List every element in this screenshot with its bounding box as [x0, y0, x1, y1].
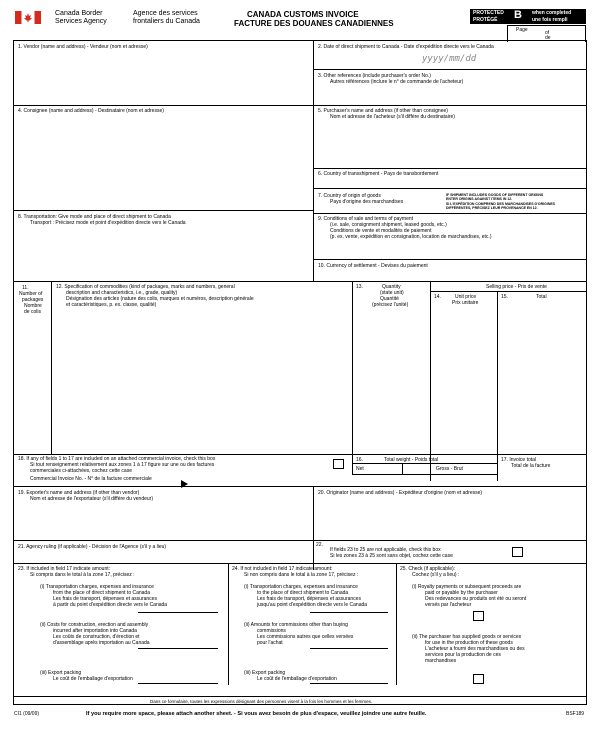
field-11-label-5: de colis — [24, 309, 41, 315]
field-25-ii-3: L'acheteur a fourni des marchandises ou des — [425, 646, 525, 652]
field-11-label-4: Nombre — [24, 303, 42, 309]
field-24-ii-4: pour l'achat — [257, 640, 283, 646]
field-13-label-3: (state unit) — [380, 290, 404, 296]
field-25-ii-1: (ii) The purchaser has supplied goods or services — [412, 634, 522, 640]
field-24-i-2: to the place of direct shipment to Canada — [257, 590, 349, 596]
field-22-checkbox[interactable] — [512, 547, 523, 557]
field-9-conditions-line1: 9. Conditions of sale and terms of payment — [318, 216, 414, 222]
field-24-i-line[interactable] — [310, 612, 388, 613]
agency-en-line1: Canada Border — [55, 10, 103, 17]
protected-note-en: when completed — [532, 10, 572, 16]
page-label: Page — [516, 27, 528, 33]
field-7-note-4: DIFFÉRENTES, PRÉCISEZ LEUR PROVENANCE EN 12. — [446, 206, 538, 210]
agency-fr-line1: Agence des services — [133, 10, 198, 17]
field-4-consignee-input[interactable] — [15, 116, 311, 208]
field-13-label-4: Quantité — [380, 296, 399, 302]
de-label: de — [545, 35, 551, 41]
field-24-ii-line[interactable] — [310, 648, 388, 649]
field-8-transport-label-en: 8. Transportation: Give mode and place of direct shipment to Canada — [18, 214, 171, 220]
field-22-label-1: 22. — [316, 542, 323, 548]
field-7-note-1: IF SHIPMENT INCLUDES GOODS OF DIFFERENT ORIGINS — [446, 193, 544, 197]
field-2-date-input[interactable]: yyyy/mm/dd — [422, 54, 477, 64]
field-21-label: 21. Agency ruling (if applicable) - Décision de l'Agence (s'il y a lieu) — [18, 544, 167, 550]
field-20-originator-input[interactable] — [315, 498, 585, 538]
field-23-ii-2: incurred after importation into Canada — [53, 628, 137, 634]
field-25-i-1: (i) Royalty payments or subsequent proceeds are — [412, 584, 522, 590]
field-23-i-4: à partir du point d'expédition directe vers le Canada — [53, 602, 168, 608]
field-18-label-2: Si tout renseignement relativement aux zones 1 à 17 figure sur une ou des factures — [30, 462, 215, 468]
field-23-ii-1: (ii) Costs for construction, erection and assembly — [40, 622, 149, 628]
field-12-label-1: 12. Specification of commodities (kind of packages, marks and numbers, general — [56, 284, 235, 290]
field-24-i-3: Les frais de transport, dépenses et assurances — [257, 596, 361, 602]
field-25-label-1: 25. Check (if applicable): — [400, 566, 456, 572]
bsf-code: BSF189 — [566, 711, 585, 717]
field-25-i-checkbox[interactable] — [473, 611, 484, 621]
field-17-label-2: Total de la facture — [511, 463, 551, 469]
protected-note-fr: une fois rempli — [532, 17, 568, 23]
field-19-label-fr: Nom et adresse de l'exportateur (s'il diffère du vendeur) — [30, 496, 153, 502]
field-25-ii-4: services pour la production de ces — [425, 652, 501, 658]
field-19-exporter-input[interactable] — [15, 503, 311, 538]
field-24-ii-2: commissions — [257, 628, 286, 634]
field-1-vendor-input[interactable] — [15, 52, 311, 104]
field-24-iii-line[interactable] — [310, 683, 388, 684]
title-fr: FACTURE DES DOUANES CANADIENNES — [234, 19, 394, 28]
field-23-iii-line[interactable] — [138, 683, 218, 684]
field-11-label-3: packages — [22, 297, 44, 303]
field-11-label-1: 11. — [22, 285, 29, 291]
field-23-label-1: 23. If included in field 17 indicate amount: — [18, 566, 111, 572]
field-8-transport-input[interactable] — [15, 228, 311, 280]
field-9-conditions-line2: (i.e. sale, consignment shipment, leased goods, etc.) — [330, 222, 447, 228]
field-7-note-3: SI L'EXPÉDITION COMPREND DES MARCHANDISES D'ORIGINES — [446, 202, 556, 206]
field-22-label-2: If fields 23 to 25 are not applicable, check this box — [330, 547, 441, 553]
field-5-purchaser-label-en: 5. Purchaser's name and address (if other than consignee) — [318, 108, 448, 114]
field-23-ii-4: d'assemblage après importation au Canada — [53, 640, 150, 646]
protected-fr: PROTÉGÉ — [473, 17, 498, 23]
field-15-label-1: 15. — [501, 294, 508, 300]
field-9-conditions-line3: Conditions de vente et modalités de paiement — [330, 228, 432, 234]
field-15-label-2: Total — [536, 294, 547, 300]
more-space-note: If you require more space, please attach another sheet. - Si vous avez besoin de plus d'espace, veuillez joindre une autre feuille. — [86, 711, 427, 717]
right-arrow-icon — [180, 475, 188, 483]
field-5-purchaser-input[interactable] — [315, 122, 585, 167]
field-23-ii-3: Les coûts de construction, d'érection et — [53, 634, 140, 640]
field-23-iii-1: (iii) Export packing — [40, 670, 82, 676]
field-23-i-3: Les frais de transport, dépenses et assurances — [53, 596, 157, 602]
selling-price-label: Selling price - Prix de vente — [486, 284, 547, 290]
field-12-label-3: Désignation des articles (nature des colis, marques et numéros, description générale — [66, 296, 254, 302]
field-12-label-4: et caractéristiques, p. ex. classe, qualité) — [66, 302, 157, 308]
field-23-i-line[interactable] — [138, 612, 218, 613]
field-25-i-2: paid or payable by the purchaser — [425, 590, 498, 596]
field-22-label-3: Si les zones 23 à 25 sont sans objet, cochez cette case — [330, 553, 453, 559]
field-13-label-5: (précisez l'unité) — [372, 302, 409, 308]
field-18-invoice-no-label: Commercial Invoice No. - N° de la facture commerciale — [30, 476, 152, 482]
field-3-references-label-en: 3. Other references (include purchaser's order No.) — [318, 73, 431, 79]
field-23-label-2: Si compris dans le total à la zone 17, précisez : — [30, 572, 135, 578]
field-25-label-2: Cochez (s'il y a lieu) : — [412, 572, 460, 578]
agency-fr-line2: frontaliers du Canada — [133, 18, 200, 25]
field-2-date-label: 2. Date of direct shipment to Canada - Date d'expédition directe vers le Canada — [318, 44, 494, 50]
field-16-gross-label: Gross - Brut — [436, 466, 463, 472]
protected-letter: B — [514, 9, 522, 21]
field-1-vendor-label: 1. Vendor (name and address) - Vendeur (nom et adresse) — [18, 44, 148, 50]
field-12-label-2: description and characteristics, i.e., grade, quality) — [66, 290, 178, 296]
agency-en-line2: Services Agency — [55, 18, 107, 25]
field-24-iii-1: (iii) Export packing — [244, 670, 286, 676]
field-20-label: 20. Originator (name and address) - Expéditeur d'origine (nom et adresse) — [318, 490, 483, 496]
gender-note: Dans ce formulaire, toutes les expressions désignant des personnes visent à la fois les hommes et les femmes. — [150, 699, 373, 704]
field-24-label-1: 24. If not included in field 17 indicate amount: — [232, 566, 333, 572]
field-24-ii-1: (ii) Amounts for commissions other than buying — [244, 622, 348, 628]
field-13-label-2: Quantity — [382, 284, 401, 290]
field-4-consignee-label: 4. Consignee (name and address) - Destinataire (nom et adresse) — [18, 108, 164, 114]
field-9-conditions-line4: (p. ex. vente, expédition en consignation, location de marchandises, etc.) — [330, 234, 492, 240]
field-16-net-label: Net — [356, 466, 364, 472]
field-24-label-2: Si non compris dans le total à la zone 17, précisez : — [244, 572, 359, 578]
field-8-transport-label-fr: Transport : Précisez mode et point d'expédition directe vers le Canada — [30, 220, 186, 226]
field-24-i-1: (i) Transportation charges, expenses and insurance — [244, 584, 358, 590]
field-18-label-1: 18. If any of fields 1 to 17 are included on an attached commercial invoice, check this box — [18, 456, 216, 462]
protected-en: PROTECTED — [473, 10, 504, 16]
field-16-label-2: Total weight - Poids total — [384, 457, 439, 463]
field-25-ii-2: for use in the production of these goods — [425, 640, 513, 646]
field-14-label-3: Prix unitaire — [452, 300, 479, 306]
field-23-ii-line[interactable] — [138, 648, 218, 649]
field-10-currency-label: 10. Currency of settlement - Devises du paiement — [318, 263, 428, 269]
field-17-label-1: 17. Invoice total — [501, 457, 537, 463]
protected-b-badge — [470, 9, 586, 24]
field-14-label-2: Unit price — [455, 294, 477, 300]
field-3-references-label-fr: Autres références (inclure le n° de commande de l'acheteur) — [330, 79, 464, 85]
field-7-origin-label-en: 7. Country of origin of goods — [318, 193, 381, 199]
field-14-label-1: 14. — [434, 294, 441, 300]
field-25-ii-checkbox[interactable] — [473, 674, 484, 684]
field-7-note-2: ENTER ORIGINS AGAINST ITEMS IN 12. — [446, 197, 513, 201]
field-23-iii-2: Le coût de l'emballage d'exportation — [53, 676, 133, 682]
items-table-body[interactable] — [14, 312, 586, 452]
field-16-label-1: 16. — [356, 457, 363, 463]
field-25-ii-5: marchandises — [425, 658, 457, 664]
field-23-i-1: (i) Transportation charges, expenses and insurance — [40, 584, 154, 590]
field-18-checkbox[interactable] — [333, 459, 344, 469]
form-code: CI1 (09/09) — [14, 711, 40, 717]
title-en: CANADA CUSTOMS INVOICE — [247, 10, 359, 19]
field-3-references-input[interactable] — [315, 86, 585, 104]
field-19-label-en: 19. Exporter's name and address (if other than vendor) — [18, 490, 140, 496]
field-23-i-2: from the place of direct shipment to Canada — [53, 590, 150, 596]
field-6-transshipment-label: 6. Country of transshipment - Pays de transbordement — [318, 171, 439, 177]
field-24-i-4: jusqu'au point d'expédition directe vers le Canada — [257, 602, 368, 608]
of-label: of — [545, 30, 550, 36]
field-13-label-1: 13. — [356, 284, 363, 290]
field-18-label-3: commerciales ci-attachées, cochez cette case — [30, 468, 132, 474]
field-24-iii-2: Le coût de l'emballage d'exportation — [257, 676, 337, 682]
field-7-origin-label-fr: Pays d'origine des marchandises — [330, 199, 404, 205]
field-24-ii-3: Les commissions autres que celles versées — [257, 634, 354, 640]
field-25-i-3: Des redevances ou produits ont été ou seront — [425, 596, 527, 602]
field-25-i-4: versés par l'acheteur — [425, 602, 472, 608]
field-5-purchaser-label-fr: Nom et adresse de l'acheteur (s'il diffère du destinataire) — [330, 114, 455, 120]
field-11-label-2: Number of — [19, 291, 43, 297]
canada-flag-icon — [15, 11, 41, 24]
